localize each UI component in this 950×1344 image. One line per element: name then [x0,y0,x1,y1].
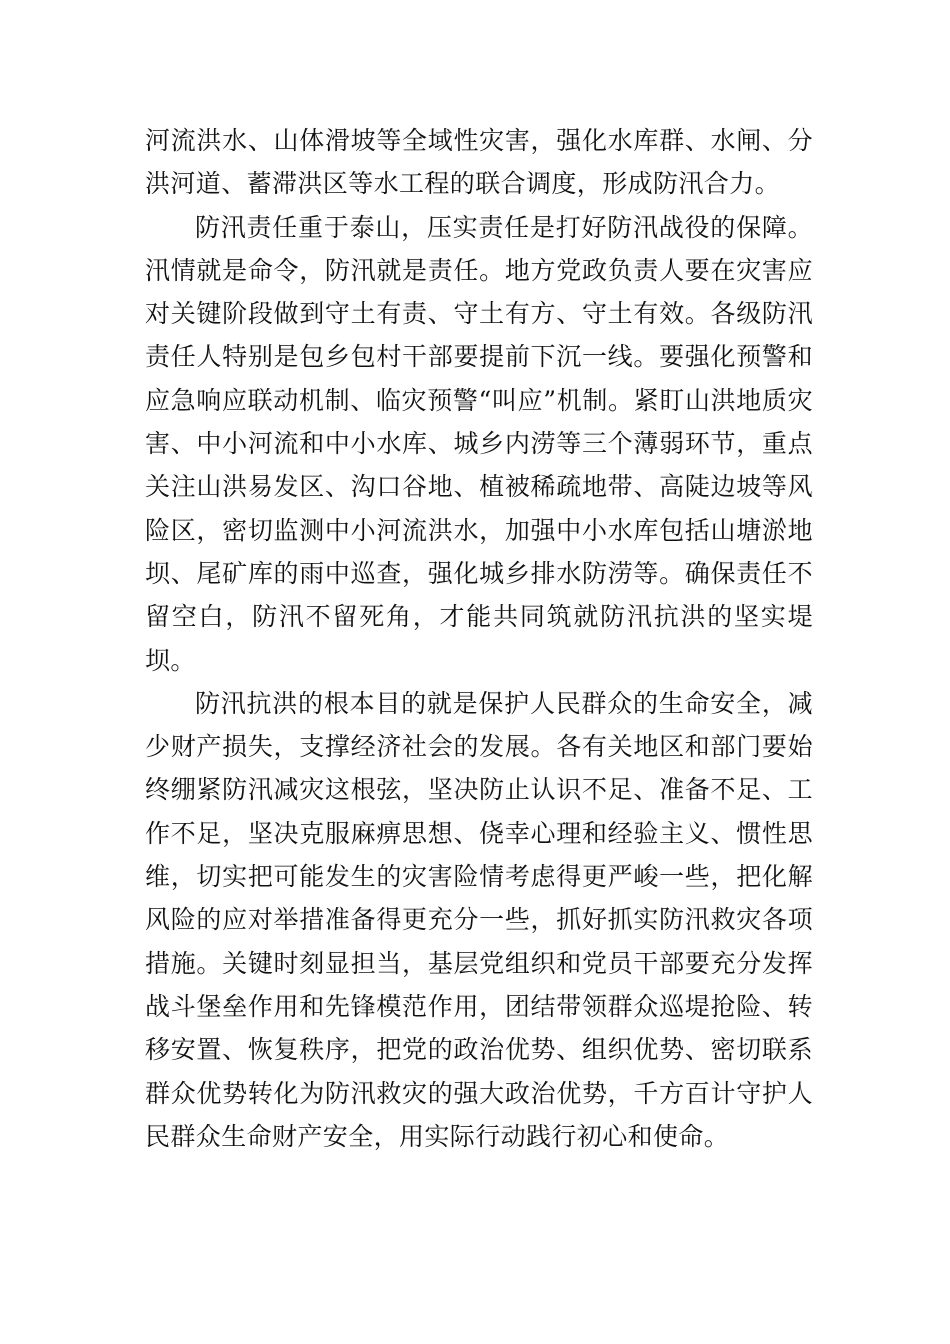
document-body [145,119,813,1158]
paragraph-fundamental-goal: 防汛抗洪的根本目的就是保护人民群众的生命安全，减少财产损失，支撑经济社会的发展。各有关地区和部门要始终绷紧防汛减灾这根弦，坚决防止认识不足、准备不足、工作不足，坚决克服麻痹思想、侥幸心理和经验主义、惯性思维，切实把可能发生的灾害险情考虑得更严峻一些，把化解风险的应对举措准备得更充分一些，抓好抓实防汛救灾各项措施。关键时刻显担当，基层党组织和党员干部要充分发挥战斗堡垒作用和先锋模范作用，团结带领群众巡堤抢险、转移安置、恢复秩序，把党的政治优势、组织优势、密切联系群众优势转化为防汛救灾的强大政治优势，千方百计守护人民群众生命财产安全，用实际行动践行初心和使命。 [145,688,813,1151]
paragraph-continuation: 河流洪水、山体滑坡等全域性灾害，强化水库群、水闸、分洪河道、蓄滞洪区等水工程的联合调度，形成防汛合力。 [145,126,813,199]
paragraph-responsibility: 防汛责任重于泰山，压实责任是打好防汛战役的保障。汛情就是命令，防汛就是责任。地方党政负责人要在灾害应对关键阶段做到守土有责、守土有方、守土有效。各级防汛责任人特别是包乡包村干部要提前下沉一线。要强化预警和应急响应联动机制、临灾预警“叫应”机制。紧盯山洪地质灾害、中小河流和中小水库、城乡内涝等三个薄弱环节，重点关注山洪易发区、沟口谷地、植被稀疏地带、高陡边坡等风险区，密切监测中小河流洪水，加强中小水库包括山塘淤地坝、尾矿库的雨中巡查，强化城乡排水防涝等。确保责任不留空白，防汛不留死角，才能共同筑就防汛抗洪的坚实堤坝。 [145,212,813,675]
